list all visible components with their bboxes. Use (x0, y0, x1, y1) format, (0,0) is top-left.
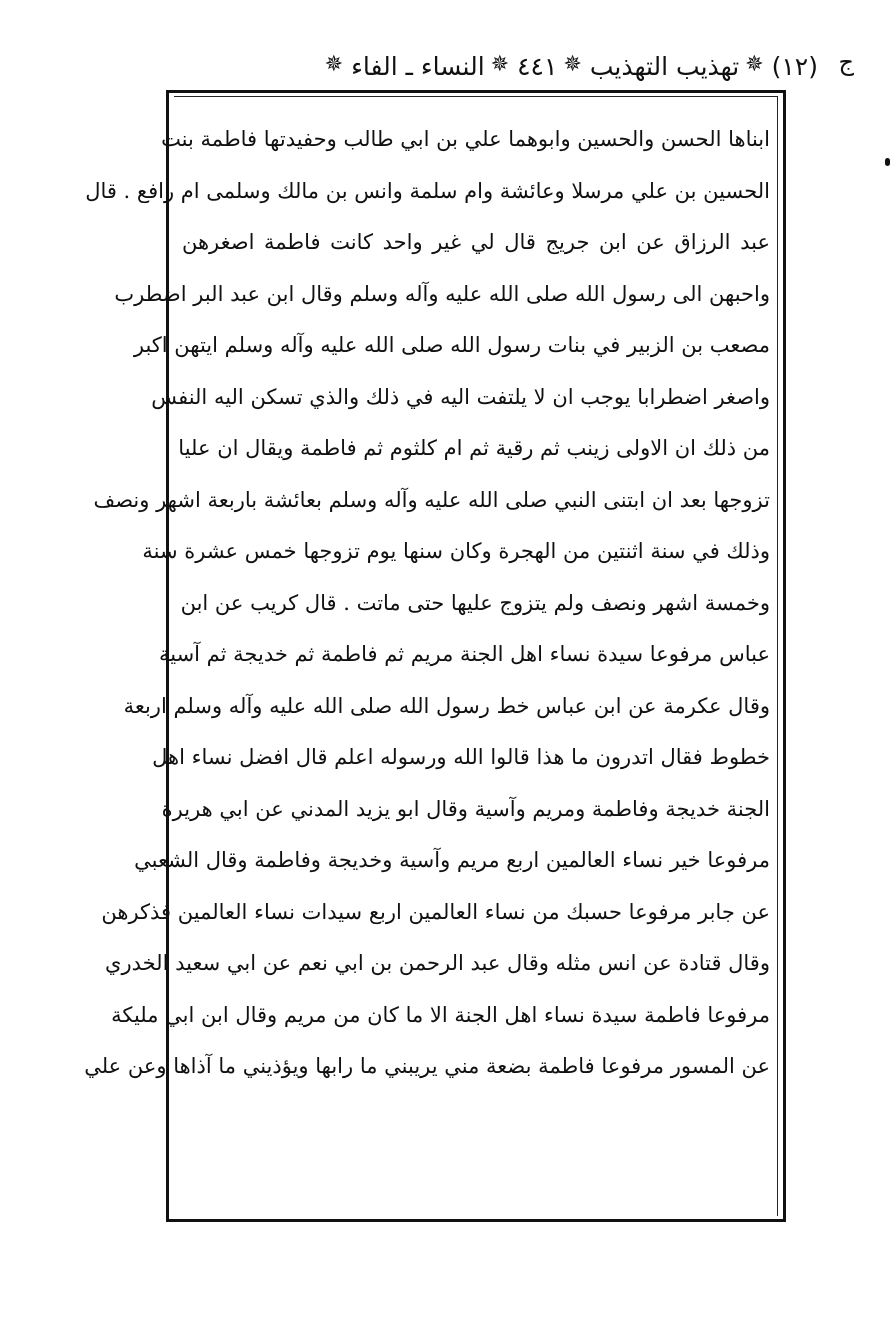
text-line: ابناها الحسن والحسين وابوهما علي بن ابي طالب وحفيدتها فاطمة بنت (161, 127, 770, 151)
text-line: تزوجها بعد ان ابتنى النبي صلى الله عليه وآله وسلم بعائشة باربعة اشهر ونصف (93, 487, 770, 512)
section-title: النساء ـ الفاء (351, 51, 485, 81)
ornament-icon: ✵ (324, 52, 344, 77)
text-line: عباس مرفوعا سيدة نساء اهل الجنة مريم ثم فاطمة ثم خديجة ثم آسية (158, 642, 770, 666)
text-line: وخمسة اشهر ونصف ولم يتزوج عليها حتى ماتت . قال كريب عن ابن (180, 590, 770, 615)
ink-speck (885, 158, 890, 166)
text-line: عن جابر مرفوعا حسبك من نساء العالمين اربع سيدات نساء العالمين فذكرهن (101, 899, 770, 924)
text-line: واصغر اضطرابا يوجب ان لا يلتفت اليه في ذلك والذي تسكن اليه النفس (151, 384, 770, 409)
ornament-icon: ✵ (745, 52, 764, 77)
text-line: مرفوعا خير نساء العالمين اربع مريم وآسية وخديجة وفاطمة وقال الشعبي (134, 848, 770, 872)
volume-page-number: ٤٤١ (517, 51, 558, 81)
text-line: وذلك في سنة اثنتين من الهجرة وكان سنها يوم تزوجها خمس عشرة سنة (142, 539, 770, 563)
ornament-icon: ✵ (563, 52, 582, 77)
book-title: تهذيب التهذيب (589, 51, 740, 81)
text-line: مرفوعا فاطمة سيدة نساء اهل الجنة الا ما كان من مريم وقال ابن ابي مليكة (111, 1002, 770, 1027)
body-text (84, 114, 770, 1210)
page-number: (١٢) (771, 51, 818, 81)
juz-marker: ج (838, 48, 854, 76)
text-line: الجنة خديجة وفاطمة ومريم وآسية وقال ابو يزيد المدني عن ابي هريرة (161, 796, 770, 821)
text-line: واحبهن الى رسول الله صلى الله عليه وآله وسلم وقال ابن عبد البر اضطرب (114, 281, 770, 306)
text-line: من ذلك ان الاولى زينب ثم رقية ثم ام كلثوم ثم فاطمة ويقال ان عليا (178, 436, 770, 460)
running-header (178, 42, 854, 90)
text-line: خطوط فقال اتدرون ما هذا قالوا الله ورسوله اعلم قال افضل نساء اهل (152, 745, 770, 769)
text-line: الحسين بن علي مرسلا وعائشة وام سلمة وانس بن مالك وسلمى ام رافع . قال (85, 178, 770, 203)
text-line: وقال قتادة عن انس مثله وقال عبد الرحمن بن ابي نعم عن ابي سعيد الخدري (105, 951, 770, 975)
text-line: عبد الرزاق عن ابن جريج قال لي غير واحد كانت فاطمة اصغرهن (182, 230, 770, 254)
text-line: مصعب بن الزبير في بنات رسول الله صلى الله عليه وآله وسلم ايتهن اكبر (133, 333, 770, 357)
ornament-icon: ✵ (490, 52, 510, 77)
text-line: وقال عكرمة عن ابن عباس خط رسول الله صلى الله عليه وآله وسلم اربعة (123, 693, 770, 718)
text-line: عن المسور مرفوعا فاطمة بضعة مني يريبني ما رابها ويؤذيني ما آذاها وعن علي (84, 1054, 770, 1078)
